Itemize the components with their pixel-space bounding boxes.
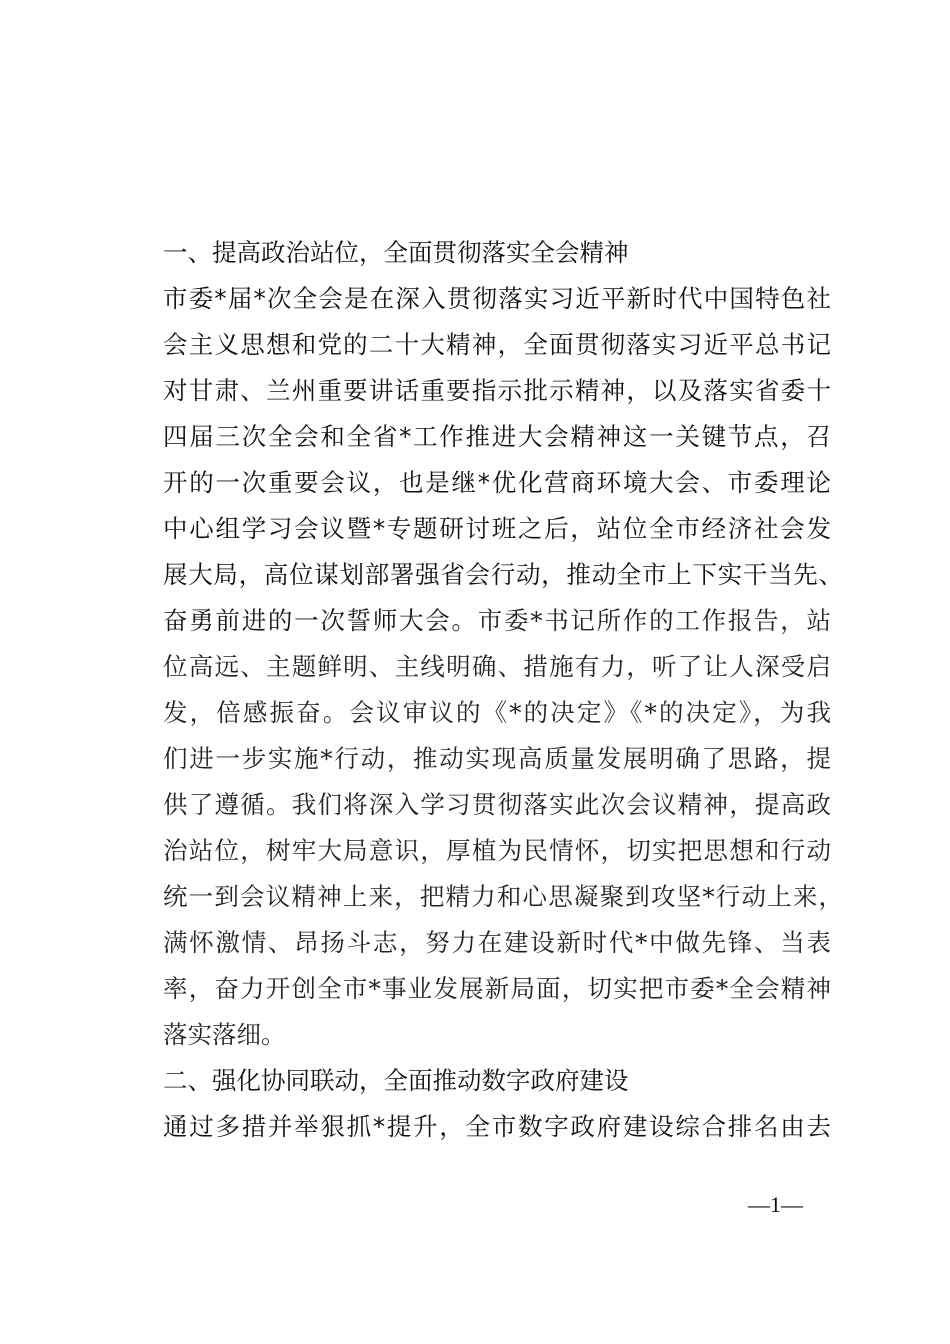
paragraph-line: 开的一次重要会议，也是继*优化营商环境大会、市委理论 <box>163 468 831 497</box>
page-number: —1— <box>748 1192 803 1217</box>
paragraph-line: 市委*届*次全会是在深入贯彻落实习近平新时代中国特色社 <box>163 284 831 313</box>
paragraph-line: 会主义思想和党的二十大精神，全面贯彻落实习近平总书记 <box>163 330 831 359</box>
paragraph-line: 中心组学习会议暨*专题研讨班之后，站位全市经济社会发 <box>163 514 831 543</box>
paragraph-line: 发，倍感振奋。会议审议的《*的决定》《*的决定》，为我 <box>163 698 831 727</box>
paragraph-line: 治站位，树牢大局意识，厚植为民情怀，切实把思想和行动 <box>163 836 831 865</box>
paragraph-line: 统一到会议精神上来，把精力和心思凝聚到攻坚*行动上来， <box>163 882 843 911</box>
paragraph-line: 四届三次全会和全省*工作推进大会精神这一关键节点，召 <box>163 422 831 451</box>
paragraph-line: 通过多措并举狠抓*提升，全市数字政府建设综合排名由去 <box>163 1112 831 1141</box>
paragraph-line: 落实落细。 <box>163 1020 286 1049</box>
light-text: 市委*书记所作的工作报告，站 <box>477 606 832 635</box>
paragraph-line-mixed <box>163 606 831 636</box>
bold-text: 奋勇前进的一次誓师大会。 <box>163 606 478 635</box>
section-heading-2: 二、强化协同联动，全面推动数字政府建设 <box>163 1066 629 1095</box>
paragraph-line: 对甘肃、兰州重要讲话重要指示批示精神，以及落实省委十 <box>163 376 831 405</box>
paragraph-line: 满怀激情、昂扬斗志，努力在建设新时代*中做先锋、当表 <box>163 928 831 957</box>
section-heading-1: 一、提高政治站位，全面贯彻落实全会精神 <box>163 238 629 267</box>
paragraph-line: 率，奋力开创全市*事业发展新局面，切实把市委*全会精神 <box>163 974 831 1003</box>
paragraph-line: 供了遵循。我们将深入学习贯彻落实此次会议精神，提高政 <box>163 790 831 819</box>
paragraph-line: 展大局，高位谋划部署强省会行动，推动全市上下实干当先、 <box>163 560 843 589</box>
paragraph-line: 位高远、主题鲜明、主线明确、措施有力，听了让人深受启 <box>163 652 831 681</box>
paragraph-line: 们进一步实施*行动，推动实现高质量发展明确了思路，提 <box>163 744 831 773</box>
